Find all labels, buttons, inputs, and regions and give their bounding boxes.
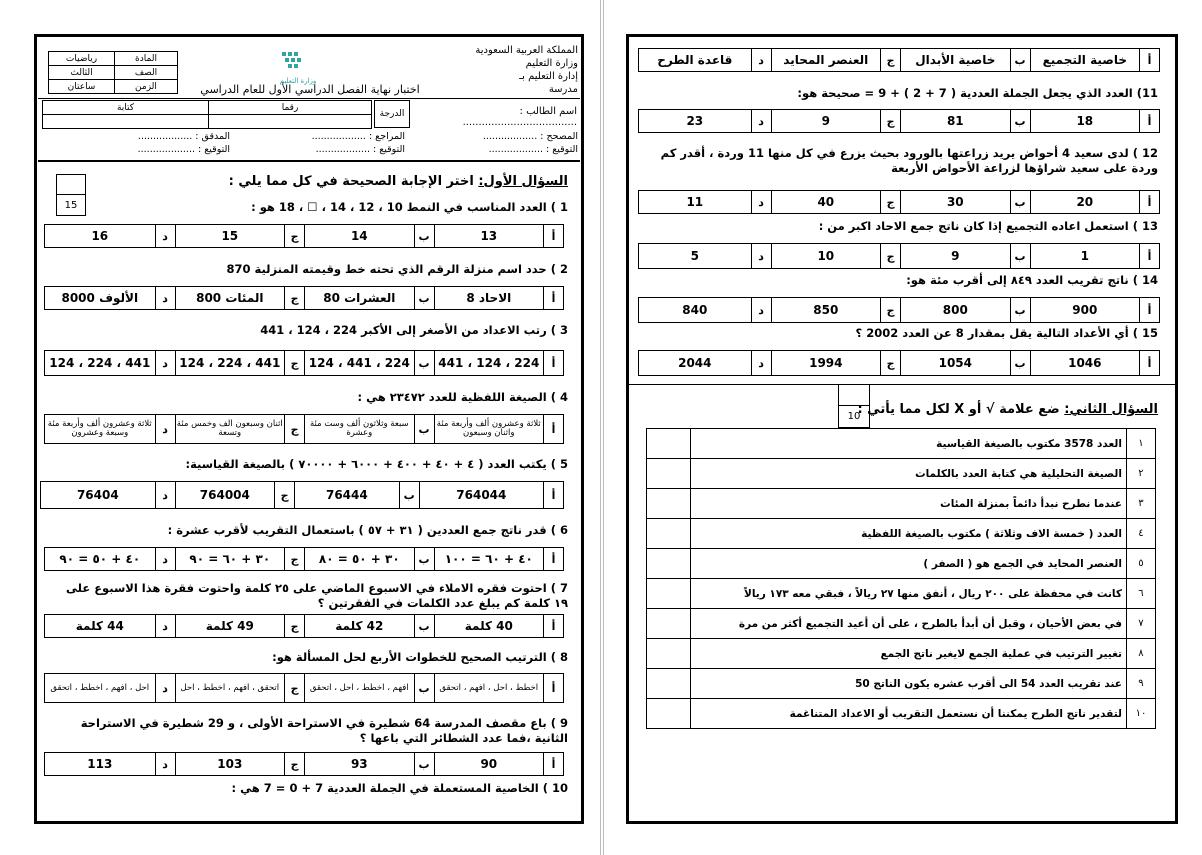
option-d[interactable]: 44 كلمة [75, 618, 124, 633]
option-d[interactable]: احل ، افهم ، اخطط ، اتحقق [50, 682, 150, 693]
option-c[interactable]: 103 [175, 753, 285, 775]
left-page [0, 0, 600, 855]
question-8: 8 ) الترتيب الصحيح للخطوات الأربع لحل المسألة هو: [272, 650, 568, 664]
student-name-field: اسم الطالب : .................................... [462, 106, 577, 128]
corrector-field: المصحح : .................. [482, 131, 578, 142]
option-a[interactable]: الاحاد 8 [434, 287, 544, 309]
option-d[interactable]: الألوف 8000 [61, 290, 139, 305]
answer-cell[interactable] [647, 519, 691, 549]
option-a[interactable]: 90 [434, 753, 544, 775]
q1-instruction: اختر الإجابة الصحيحة في كل مما يلي : [228, 174, 479, 189]
option-b[interactable]: 9 [900, 244, 1010, 268]
option-a[interactable]: 13 [434, 225, 544, 247]
option-b[interactable]: 81 [900, 110, 1010, 132]
item-number: ٤ [1126, 519, 1155, 549]
option-a[interactable]: 18 [1030, 110, 1140, 132]
item-number: ٦ [1126, 579, 1155, 609]
option-c[interactable]: 15 [175, 225, 285, 247]
option-b[interactable]: 224 ، 441 ، 124 [304, 351, 414, 375]
option-c[interactable]: اثنان وسبعون الف وخمس مئة وتسعة [175, 415, 285, 443]
question-13: 13 ) استعمل اعاده التجميع إذا كان ناتج جمع الاحاد اكبر من : [818, 219, 1158, 233]
option-c[interactable]: 764004 [175, 482, 275, 508]
option-d[interactable]: ثلاثة وعشرون ألف وأربعة مئة وسبعة وعشرون [47, 419, 152, 438]
q1-score: 15 [64, 199, 78, 211]
question-5: 5 ) يكتب العدد ( ٤ + ٤٠ + ٤٠٠ + ٦٠٠٠ + ٧٠٠٠٠ ) بالصيغة القياسية: [185, 457, 568, 471]
corrector-sign-field: التوقيع : .................. [488, 144, 578, 155]
option-a[interactable]: 900 [1030, 298, 1140, 322]
score-label-cell: الدرجة [374, 100, 410, 128]
option-c[interactable]: المئات 800 [175, 287, 285, 309]
q2-title: السؤال الثاني: [1064, 402, 1158, 417]
q1-score-box [56, 174, 86, 216]
answer-cell[interactable] [647, 429, 691, 459]
score-digits-cell [209, 115, 372, 129]
item-number: ٨ [1126, 639, 1155, 669]
corrector-block [420, 130, 578, 156]
q2-instruction: ضع علامة √ أو X لكل مما يأتي : [857, 402, 1065, 417]
time-label: الزمن [115, 80, 178, 94]
kingdom-text: المملكة العربية السعودية [475, 45, 578, 56]
item-number: ٢ [1126, 459, 1155, 489]
reviewer-sign-field: التوقيع : .................. [315, 144, 405, 155]
option-a[interactable]: ثلاثة وعشرون ألف وأربعة مئة واثنان وسبعون [434, 415, 544, 443]
q2-heading [857, 402, 1158, 417]
item-statement: في بعض الأحيان ، وقبل أن أبدأ بالطرح ، على أن أعيد التجميع أكثر من مرة [691, 609, 1127, 639]
option-d[interactable]: 76404 [76, 487, 119, 502]
option-d[interactable]: 441 ، 224 ، 124 [49, 355, 151, 370]
score-words-header: كتابة [43, 101, 209, 115]
question-3-options: أ 224 ، 124 ، 441 ب 224 ، 441 ، 124 ج 441 ، 224 ، 124 د 441 ، 224 ، 124 [44, 350, 564, 376]
option-b[interactable]: 14 [304, 225, 414, 247]
option-b[interactable]: افهم ، اخطط ، احل ، اتحقق [304, 674, 414, 702]
option-b[interactable]: 1054 [900, 351, 1010, 375]
question-7-options: أ 40 كلمة ب 42 كلمة ج 49 كلمة د 44 كلمة [44, 614, 564, 638]
option-c[interactable]: 40 [771, 191, 881, 213]
option-a[interactable]: 40 كلمة [434, 615, 544, 637]
item-number: ٣ [1126, 489, 1155, 519]
checker-field: المدقق : .................. [137, 131, 230, 142]
grade-label: الصف [115, 66, 178, 80]
q2-score: 10 [847, 411, 861, 422]
option-d[interactable]: 23 [686, 113, 704, 128]
exam-info-table [48, 51, 178, 94]
score-words-cell [43, 115, 209, 129]
option-a[interactable]: 764044 [419, 482, 544, 508]
option-a[interactable]: 1046 [1030, 351, 1140, 375]
option-a[interactable]: ٤٠ + ٦٠ = ١٠٠ [434, 548, 544, 570]
true-false-row [647, 669, 1156, 699]
option-d[interactable]: 16 [91, 228, 109, 243]
item-statement: كانت في محفظة على ٢٠٠ ريال ، أنفق منها ٢٧ ريالاً ، فبقي معه ١٧٣ ريالاً [691, 579, 1127, 609]
item-statement: الصيغة التحليلية هي كتابة العدد بالكلمات [691, 459, 1127, 489]
question-10: 10 ) الخاصية المستعملة في الجملة العددية 7 + 0 = 7 هي : [231, 781, 568, 795]
option-d[interactable]: قاعدة الطرح [657, 52, 733, 67]
option-a[interactable]: خاصية التجميع [1030, 49, 1140, 71]
question-1-options: أ 13 ب 14 ج 15 د 16 [44, 224, 564, 248]
true-false-row [647, 699, 1156, 729]
option-b[interactable]: 76444 [294, 482, 399, 508]
question-12-options: أ 20 ب 30 ج 40 د 11 [638, 190, 1160, 214]
admin-text: إدارة التعليم بـ [519, 71, 578, 82]
school-text: مدرسة [548, 84, 578, 95]
question-4: 4 ) الصيغة اللفظية للعدد ٢٣٤٧٢ هي : [357, 390, 568, 404]
item-statement: تغيير الترتيب في عملية الجمع لايغير ناتج الجمع [691, 639, 1127, 669]
question-11: 11) العدد الذي يجعل الجملة العددية ( 7 + 2 ) + 9 = صحيحة هو: [797, 86, 1158, 100]
score-digits-header: رقما [209, 101, 372, 115]
option-b[interactable]: العشرات 80 [304, 287, 414, 309]
question-1: 1 ) العدد المناسب في النمط 10 ، 12 ، 14 ، ☐ ، 18 هو : [251, 200, 568, 214]
question-2-options: أ الاحاد 8 ب العشرات 80 ج المئات 800 د الألوف 8000 [44, 286, 564, 310]
true-false-table [646, 428, 1156, 729]
true-false-row [647, 609, 1156, 639]
score-table [42, 100, 372, 129]
time-value: ساعتان [49, 80, 115, 94]
option-c[interactable]: 1994 [771, 351, 881, 375]
answer-cell[interactable] [647, 669, 691, 699]
true-false-row [647, 519, 1156, 549]
option-b[interactable]: ٣٠ + ٥٠ = ٨٠ [304, 548, 414, 570]
option-a[interactable]: اخطط ، احل ، افهم ، اتحقق [434, 674, 544, 702]
item-number: ٩ [1126, 669, 1155, 699]
answer-cell[interactable] [647, 609, 691, 639]
right-page [604, 0, 1202, 855]
subject-label: المادة [115, 52, 178, 66]
question-9-options: أ 90 ب 93 ج 103 د 113 [44, 752, 564, 776]
item-statement: العنصر المحايد في الجمع هو ( الصفر ) [691, 549, 1127, 579]
ministry-text: وزارة التعليم [525, 58, 578, 69]
option-d[interactable]: 11 [686, 194, 704, 209]
option-c[interactable]: 9 [771, 110, 881, 132]
question-5-options: أ 764044 ب 76444 ج 764004 د 76404 [40, 481, 564, 509]
checker-sign-field: التوقيع : ................... [137, 144, 230, 155]
true-false-row [647, 459, 1156, 489]
item-statement: عندما نطرح نبدأ دائماً بمنزلة المئات [691, 489, 1127, 519]
true-false-row [647, 489, 1156, 519]
question-4-options: أ ثلاثة وعشرون ألف وأربعة مئة واثنان وسبعون ب سبعة وثلاثون ألف وست مئة وعشرة ج اثنان وسبعون الف وخمس مئة وتسعة د ثلاثة وعشرون ألف وأربعة مئة وسبعة وعشرون [44, 414, 564, 444]
exam-title: اختبار نهاية الفصل الدراسي الأول للعام الدراسي [200, 83, 420, 96]
question-13-options: أ 1 ب 9 ج 10 د 5 [638, 243, 1160, 269]
option-d[interactable]: 113 [87, 756, 113, 771]
reviewer-block [240, 130, 405, 156]
item-statement: لتقدير ناتج الطرح يمكننا أن نستعمل التقريب أو الاعداد المتناغمة [691, 699, 1127, 729]
true-false-row [647, 579, 1156, 609]
option-b[interactable]: سبعة وثلاثون ألف وست مئة وعشرة [304, 415, 414, 443]
question-11-options: أ 18 ب 81 ج 9 د 23 [638, 109, 1160, 133]
option-d[interactable]: ٤٠ + ٥٠ = ٩٠ [59, 551, 141, 566]
question-15: 15 ) أي الأعداد التالية يقل بمقدار 8 عن العدد 2002 ؟ [855, 326, 1158, 340]
answer-cell[interactable] [647, 489, 691, 519]
true-false-row [647, 549, 1156, 579]
grade-value: الثالث [49, 66, 115, 80]
q1-heading [229, 174, 568, 189]
header-divider [38, 98, 580, 99]
checker-block [60, 130, 230, 156]
answer-cell[interactable] [647, 459, 691, 489]
option-c[interactable]: 10 [771, 244, 881, 268]
answer-cell[interactable] [647, 549, 691, 579]
true-false-row [647, 639, 1156, 669]
question-6-options: أ ٤٠ + ٦٠ = ١٠٠ ب ٣٠ + ٥٠ = ٨٠ ج ٣٠ + ٦٠ = ٩٠ د ٤٠ + ٥٠ = ٩٠ [44, 547, 564, 571]
item-statement: عند تقريب العدد 54 الى أقرب عشره يكون الناتج 50 [691, 669, 1127, 699]
option-a[interactable]: 1 [1030, 244, 1140, 268]
question-7: 7 ) احتوت فقره الاملاء في الاسبوع الماضي على ٢٥ كلمة واحتوت فقرة هذا الاسبوع على ١٩ كلمة كم يبلغ عدد الكلمات في الفقرتين ؟ [66, 581, 568, 610]
option-d[interactable]: 5 [690, 248, 699, 263]
answer-cell[interactable] [647, 699, 691, 729]
question-2: 2 ) حدد اسم منزلة الرقم الذي تحته خط وقيمته المنزلية 870 [226, 262, 568, 276]
item-number: ٧ [1126, 609, 1155, 639]
logo-caption: وزارة التعليم [279, 77, 317, 85]
option-d[interactable]: 840 [682, 302, 708, 317]
question-3: 3 ) رتب الاعداد من الأصغر إلى الأكبر 224 ، 124 ، 441 [260, 323, 568, 337]
question-12: 12 ) لدى سعيد 4 أحواض يريد زراعتها بالورود بحيث يزرع في كل منها 11 وردة ، أقدر كم وردة على سعيد شراؤها لزراعة الأحواض الأربعة [660, 146, 1158, 175]
option-c[interactable]: ٣٠ + ٦٠ = ٩٠ [175, 548, 285, 570]
option-b[interactable]: 42 كلمة [304, 615, 414, 637]
answer-cell[interactable] [647, 639, 691, 669]
question-14-options: أ 900 ب 800 ج 850 د 840 [638, 297, 1160, 323]
q1-title: السؤال الأول: [478, 174, 568, 189]
item-number: ١٠ [1126, 699, 1155, 729]
question-6: 6 ) قدر ناتج جمع العددين ( ٣١ + ٥٧ ) باستعمال التقريب لأقرب عشرة : [167, 523, 568, 537]
reviewer-field: المراجع : .................. [311, 131, 405, 142]
answer-cell[interactable] [647, 579, 691, 609]
item-statement: العدد ( خمسة الاف وثلاثة ) مكتوب بالصيغة اللفظية [691, 519, 1127, 549]
option-b[interactable]: خاصية الأبدال [900, 49, 1010, 71]
item-number: ٥ [1126, 549, 1155, 579]
option-c[interactable]: اتحقق ، افهم ، اخطط ، احل [175, 674, 285, 702]
option-b[interactable]: 30 [900, 191, 1010, 213]
section-divider [629, 384, 1175, 385]
question-14: 14 ) ناتج تقريب العدد ٨٤٩ إلى أقرب مئة هو: [906, 273, 1158, 287]
question-10-options: أ خاصية التجميع ب خاصية الأبدال ج العنصر المحايد د قاعدة الطرح [638, 48, 1160, 72]
option-c[interactable]: 850 [771, 298, 881, 322]
option-c[interactable]: 441 ، 224 ، 124 [175, 351, 285, 375]
item-statement: العدد 3578 مكتوب بالصيغة القياسية [691, 429, 1127, 459]
question-8-options: أ اخطط ، احل ، افهم ، اتحقق ب افهم ، اخطط ، احل ، اتحقق ج اتحقق ، افهم ، اخطط ، احل د احل ، افهم ، اخطط ، اتحقق [44, 673, 564, 703]
option-b[interactable]: 800 [900, 298, 1010, 322]
option-c[interactable]: العنصر المحايد [771, 49, 881, 71]
option-a[interactable]: 224 ، 124 ، 441 [434, 351, 544, 375]
item-number: ١ [1126, 429, 1155, 459]
option-b[interactable]: 93 [304, 753, 414, 775]
option-c[interactable]: 49 كلمة [175, 615, 285, 637]
question-15-options: أ 1046 ب 1054 ج 1994 د 2044 [638, 350, 1160, 376]
option-d[interactable]: 2044 [678, 355, 712, 370]
header-bottom-divider [38, 160, 580, 162]
option-a[interactable]: 20 [1030, 191, 1140, 213]
question-9: 9 ) باع مقصف المدرسة 64 شطيرة في الاستراحة الأولى ، و 29 شطيرة في الاستراحة الثانية ،فما عدد الشطائر التي باعها ؟ [80, 716, 568, 745]
subject-value: رياضيات [49, 52, 115, 66]
true-false-row [647, 429, 1156, 459]
